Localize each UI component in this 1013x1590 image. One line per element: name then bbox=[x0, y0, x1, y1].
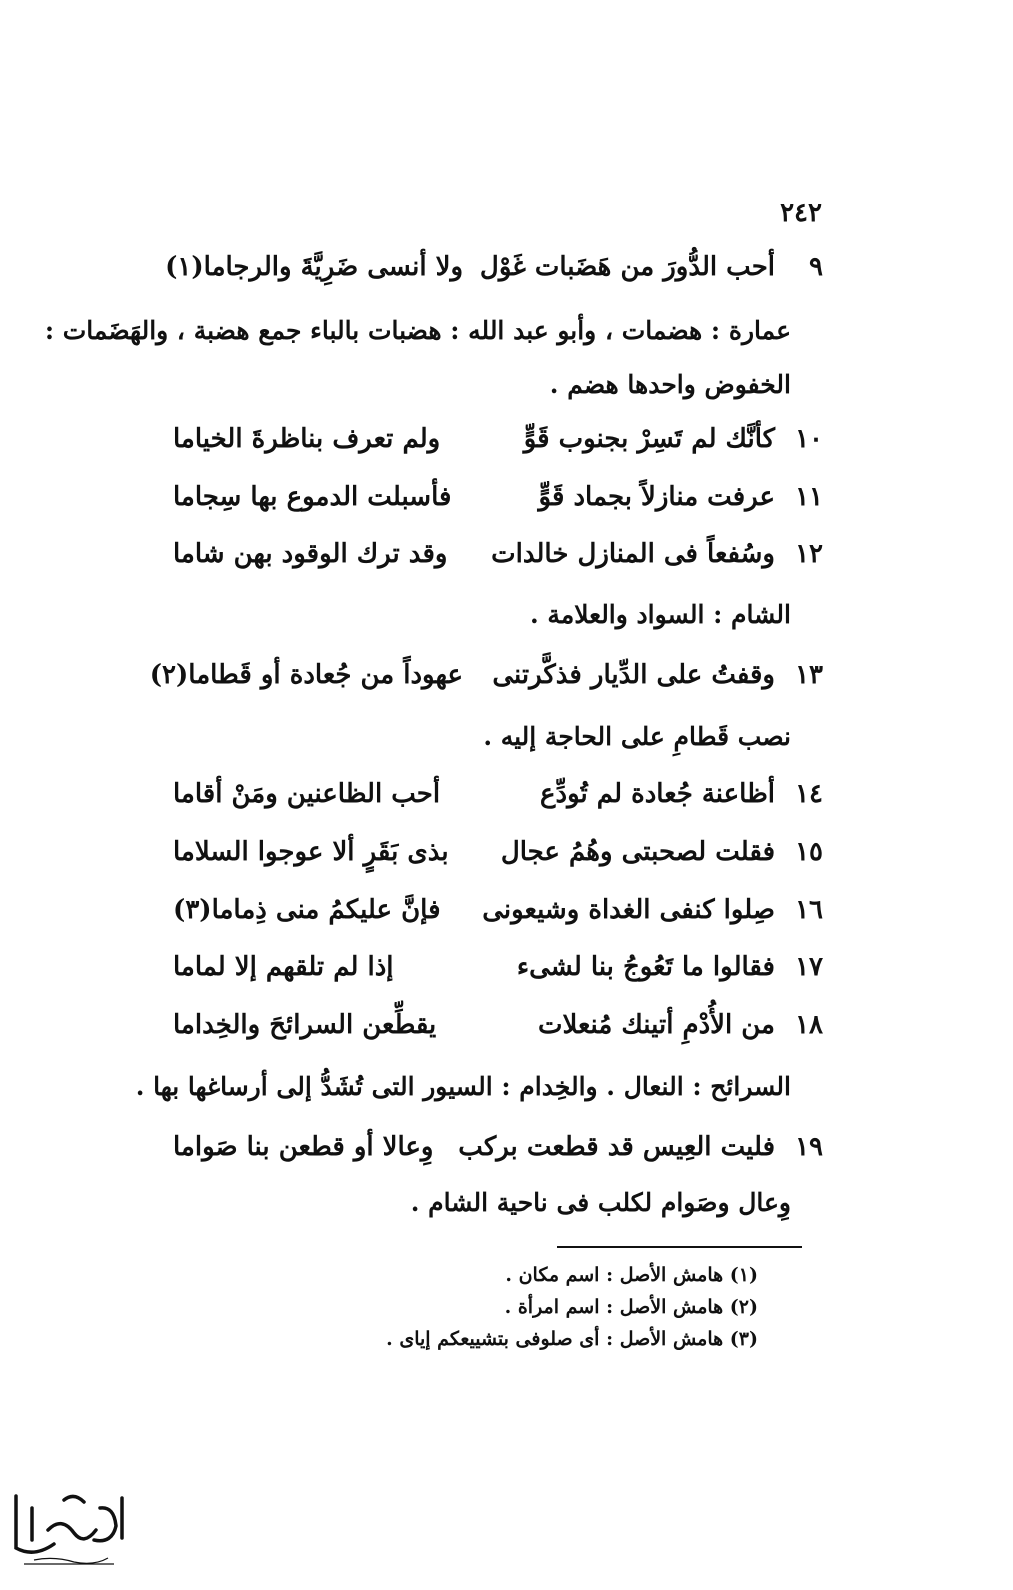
verse-number: ٩ bbox=[809, 252, 823, 282]
first-hemistich: صِلوا كنفى الغداة وشيعونى bbox=[482, 895, 775, 925]
commentary-line: الشام : السواد والعلامة . bbox=[530, 600, 791, 629]
verse-number: ١٧ bbox=[795, 952, 823, 982]
footnote-2: (٢) هامش الأصل : اسم امرأة . bbox=[504, 1296, 758, 1318]
library-stamp-logo bbox=[4, 1478, 134, 1573]
second-hemistich: ولا أنسى ضَرِيَّةَ والرجاما(١) bbox=[165, 252, 463, 282]
commentary-line: نصب قَطامِ على الحاجة إليه . bbox=[483, 722, 791, 751]
verse-number: ١٩ bbox=[795, 1132, 823, 1162]
second-hemistich: إذا لم تلقهم إلا لماما bbox=[173, 952, 394, 982]
first-hemistich: فقلت لصحبتى وهُمُ عجال bbox=[500, 837, 775, 867]
verse-number: ١٥ bbox=[795, 837, 823, 867]
verse-number: ١١ bbox=[795, 482, 823, 512]
first-hemistich: من الأُدْمِ أتينك مُنعلات bbox=[538, 1010, 775, 1040]
second-hemistich: عهوداً من جُعادة أو قَطاما(٢) bbox=[149, 660, 463, 690]
first-hemistich: عرفت منازلاً بجماد قَوٍّ bbox=[538, 482, 775, 512]
footnote-divider bbox=[557, 1246, 802, 1248]
second-hemistich: فأسبلت الدموع بها سِجاما bbox=[173, 482, 452, 512]
second-hemistich: أحب الظاعنين ومَنْ أقاما bbox=[173, 779, 441, 809]
first-hemistich: فقالوا ما تَعُوجُ بنا لشىء bbox=[516, 952, 775, 982]
commentary-line: السرائح : النعال . والخِدام : السيور التى تُشَدُّ إلى أرساغها بها . bbox=[135, 1072, 791, 1101]
verse-number: ١٤ bbox=[795, 779, 823, 809]
first-hemistich: فليت العِيس قد قطعت بركب bbox=[458, 1132, 775, 1162]
first-hemistich: وسُفعاً فى المنازل خالدات bbox=[491, 539, 775, 569]
page-number: ٢٤٢ bbox=[780, 198, 822, 228]
footnote-3: (٣) هامش الأصل : أى صلوفى بتشييعكم إياى . bbox=[386, 1328, 758, 1350]
second-hemistich: ولم تعرف بناظرةَ الخياما bbox=[173, 424, 441, 454]
verse-number: ١٢ bbox=[795, 539, 823, 569]
verse-number: ١٦ bbox=[795, 895, 823, 925]
commentary-line: عمارة : هضمات ، وأبو عبد الله : هضبات بالباء جمع هضبة ، والهَضَمات : bbox=[44, 316, 791, 345]
verse-number: ١٠ bbox=[795, 424, 823, 454]
first-hemistich: كأنَّك لم تَسِرْ بجنوب قَوٍّ bbox=[523, 424, 775, 454]
second-hemistich: يقطِّعن السرائحَ والخِداما bbox=[173, 1010, 437, 1040]
commentary-line: وِعال وصَوام لكلب فى ناحية الشام . bbox=[410, 1188, 791, 1217]
first-hemistich: وقفتُ على الدِّيار فذكَّرتنى bbox=[492, 660, 775, 690]
verse-number: ١٣ bbox=[795, 660, 823, 690]
first-hemistich: أحب الدُّورَ من هَضَبات غَوْل bbox=[479, 252, 775, 282]
second-hemistich: فإنَّ عليكمُ منى ذِماما(٣) bbox=[173, 895, 441, 925]
second-hemistich: وِعالا أو قطعن بنا صَواما bbox=[173, 1132, 434, 1162]
second-hemistich: بذى بَقَرٍ ألا عوجوا السلاما bbox=[173, 837, 449, 867]
first-hemistich: أظاعنة جُعادة لم تُودِّع bbox=[539, 779, 775, 809]
commentary-line: الخفوض واحدها هضم . bbox=[549, 370, 791, 399]
verse-number: ١٨ bbox=[795, 1010, 823, 1040]
footnote-1: (١) هامش الأصل : اسم مكان . bbox=[505, 1264, 758, 1286]
second-hemistich: وقد ترك الوقود بهن شاما bbox=[173, 539, 448, 569]
